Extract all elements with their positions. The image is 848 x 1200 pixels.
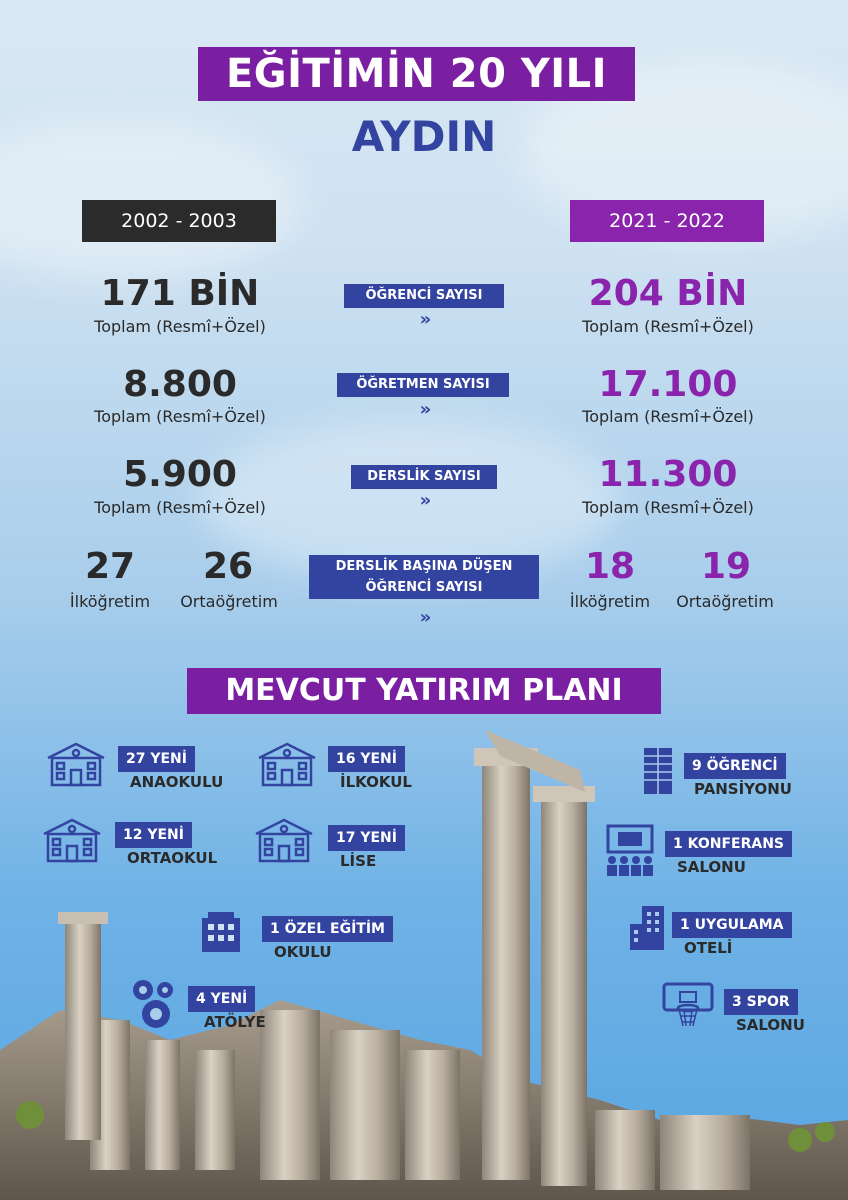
classrooms-new-value: 11.300 [598,454,738,495]
new-primary-label: İlköğretim [569,592,651,611]
school-icon [40,816,104,864]
arrow-icon: » [419,607,429,628]
plan-item-highschool-tag: 17 YENİ [328,825,405,851]
old-secondary-ratio: 26 [202,546,254,587]
classrooms-old-value: 5.900 [123,454,237,495]
students-new-value: 204 BİN [588,273,748,314]
plan-item-special-ed-tag: 1 ÖZEL EĞİTİM [262,916,393,942]
old-primary-ratio: 27 [84,546,136,587]
school-icon [255,740,319,788]
tower-icon [640,744,676,796]
plan-item-conference-sub: SALONU [677,858,746,876]
arrow-icon: » [419,490,429,511]
old-secondary-label: Ortaöğretim [180,592,278,611]
plan-item-primary-sub: İLKOKUL [340,773,412,791]
teachers-label: ÖĞRETMEN SAYISI [337,373,509,397]
plan-item-primary-tag: 16 YENİ [328,746,405,772]
plan-item-workshop-sub: ATÖLYE [204,1013,266,1031]
plan-item-middle-sub: ORTAOKUL [127,849,218,867]
plan-item-middle-tag: 12 YENİ [115,822,192,848]
plan-title: MEVCUT YATIRIM PLANI [187,668,661,714]
students-label: ÖĞRENCİ SAYISI [344,284,504,308]
teachers-old-sub: Toplam (Resmî+Özel) [94,407,266,426]
classrooms-new-sub: Toplam (Resmî+Özel) [582,498,754,517]
plan-item-dormitory-sub: PANSİYONU [694,780,792,798]
conference-icon [602,824,658,878]
students-old-value: 171 BİN [100,273,260,314]
building-icon [198,908,244,954]
city-name: AYDIN [351,112,497,161]
school-icon [44,740,108,788]
teachers-old-value: 8.800 [123,364,237,405]
new-secondary-label: Ortaöğretim [676,592,774,611]
arrow-icon: » [419,309,429,330]
plan-item-hotel-sub: OTELİ [684,939,733,957]
school-icon [252,816,316,864]
classrooms-label: DERSLİK SAYISI [351,465,497,489]
per-class-label [309,555,539,599]
per-class-label-line1: DERSLİK BAŞINA DÜŞEN [335,559,513,574]
arrow-icon: » [419,399,429,420]
year-label-new: 2021 - 2022 [570,200,764,242]
plan-item-special-ed-sub: OKULU [274,943,332,961]
plan-item-sports-hall-sub: SALONU [736,1016,805,1034]
new-primary-ratio: 18 [584,546,636,587]
plan-item-dormitory-tag: 9 ÖĞRENCİ [684,753,786,779]
plan-item-kindergarten-sub: ANAOKULU [130,773,224,791]
new-secondary-ratio: 19 [700,546,752,587]
plan-item-hotel-tag: 1 UYGULAMA [672,912,792,938]
plan-item-highschool-sub: LİSE [340,852,377,870]
teachers-new-sub: Toplam (Resmî+Özel) [582,407,754,426]
hotel-icon [628,904,666,952]
students-old-sub: Toplam (Resmî+Özel) [94,317,266,336]
plan-item-kindergarten-tag: 27 YENİ [118,746,195,772]
page-title: EĞİTİMİN 20 YILI [198,47,635,101]
classrooms-old-sub: Toplam (Resmî+Özel) [94,498,266,517]
plan-item-conference-tag: 1 KONFERANS [665,831,792,857]
plan-item-workshop-tag: 4 YENİ [188,986,255,1012]
teachers-new-value: 17.100 [598,364,738,405]
plan-item-sports-hall-tag: 3 SPOR [724,989,798,1015]
students-new-sub: Toplam (Resmî+Özel) [582,317,754,336]
per-class-label-line2: ÖĞRENCİ SAYISI [365,580,483,595]
basketball-hoop-icon [660,982,716,1030]
gears-icon [128,976,180,1032]
old-primary-label: İlköğretim [69,592,151,611]
year-label-old: 2002 - 2003 [82,200,276,242]
